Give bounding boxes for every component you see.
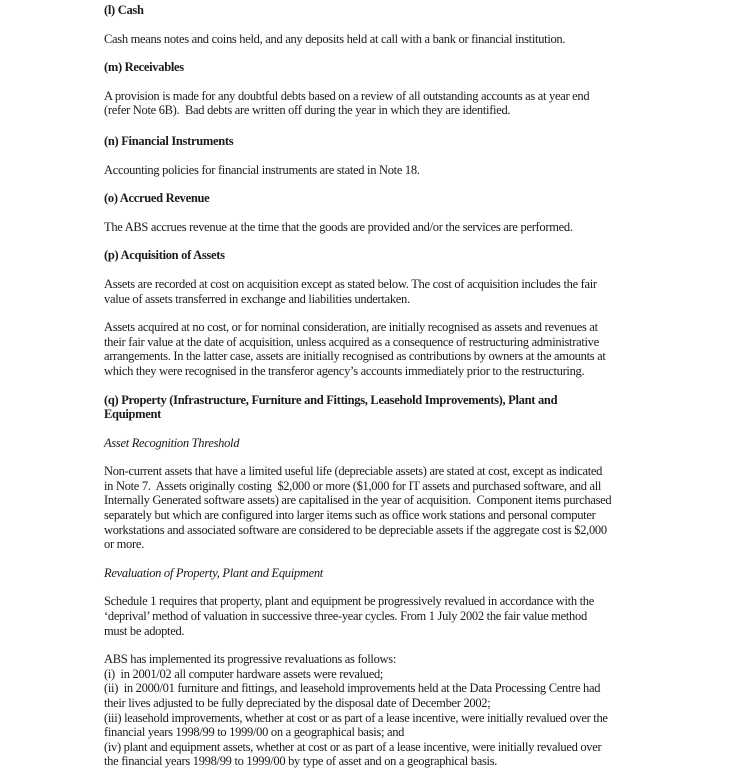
text-line: (i) in 2001/02 all computer hardware assets were revalued; [104,666,384,681]
text-line: or more. [104,537,144,552]
paragraph [104,32,743,47]
text-line: (l) Cash [104,3,144,17]
text-line: (iv) plant and equipment assets, whether at cost or as part of a lease incentive, were initially revalued over [104,739,602,754]
paragraph [104,277,743,306]
text-line: separately but which are configured into larger items such as office work stations and personal computer [104,508,596,523]
paragraph [104,594,743,638]
text-line: Schedule 1 requires that property, plant and equipment be progressively revalued in accordance with the [104,594,594,609]
text-line: must be adopted. [104,623,185,638]
text-line: Revaluation of Property, Plant and Equipment [104,565,323,580]
text-line: their lives adjusted to be fully depreciated by the disposal date of December 2002; [104,696,491,710]
text-line: Assets are recorded at cost on acquisition except as stated below. The cost of acquisition includes the fair [104,276,597,291]
text-line: ABS has implemented its progressive revaluations as follows: [104,652,397,667]
paragraph [104,464,743,552]
text-line: (m) Receivables [104,60,184,75]
section-heading [104,393,743,422]
text-line: financial years 1998/99 to 1999/00 on a geographical basis; and [104,725,405,740]
text-line: The ABS accrues revenue at the time that the goods are provided and/or the services are performed. [104,219,573,234]
section-heading [104,248,743,263]
text-line: Asset Recognition Threshold [104,435,240,450]
text-line: the financial years 1998/99 to 1999/00 by type of asset and on a geographical basis. [104,754,498,769]
paragraph [104,163,743,178]
text-line: Cash means notes and coins held, and any deposits held at call with a bank or financial institution. [104,31,566,46]
text-line: (iii) leasehold improvements, whether at cost or as part of a lease incentive, were initially revalued over the [104,710,608,725]
text-line: Accounting policies for financial instruments are stated in Note 18. [104,162,420,177]
text-line: their fair value at the date of acquisition, unless acquired as a consequence of restructuring administrative [104,334,599,349]
section-heading [104,134,743,149]
text-line: (n) Financial Instruments [104,133,234,148]
text-line: (refer Note 6B). Bad debts are written off during the year in which they are identified. [104,103,511,118]
text-line: ‘deprival’ method of valuation in successive three-year cycles. From 1 July 2002 the fair value method [104,609,587,624]
text-line: in Note 7. Assets originally costing $2,000 or more ($1,000 for IT assets and purchased software, and all [104,478,602,493]
text-line: arrangements. In the latter case, assets are initially recognised as contributions by owners at the amounts at [104,349,606,364]
text-line: (ii) in 2000/01 furniture and fittings, and leasehold improvements held at the Data Processing Centre had [104,681,601,696]
text-line: Non-current assets that have a limited useful life (depreciable assets) are stated at cost, except as indicated [104,464,603,479]
text-line: Internally Generated software assets) are capitalised in the year of acquisition. Component items purchased [104,493,612,508]
text-line: (o) Accrued Revenue [104,191,210,206]
paragraph [104,320,743,378]
section-heading [104,3,743,18]
section-heading [104,191,743,206]
text-line: Equipment [104,407,162,422]
section-heading [104,60,743,75]
paragraph [104,89,743,118]
text-line: Assets acquired at no cost, or for nominal consideration, are initially recognised as assets and revenues at [104,320,598,335]
paragraph [104,220,743,235]
text-line: A provision is made for any doubtful debts based on a review of all outstanding accounts as at year end [104,88,590,103]
text-line: (p) Acquisition of Assets [104,248,225,263]
subheading-italic [104,436,743,451]
text-line: value of assets transferred in exchange and liabilities undertaken. [104,291,410,306]
text-line: which they were recognised in the transferor agency’s accounts immediately prior to the restructuring. [104,363,585,378]
subheading-italic [104,566,743,581]
text-line: workstations and associated software are considered to be depreciable assets if the aggregate cost is $2,000 [104,522,607,537]
paragraph [104,652,743,769]
text-line: (q) Property (Infrastructure, Furniture and Fittings, Leasehold Improvements), Plant and [104,392,558,407]
